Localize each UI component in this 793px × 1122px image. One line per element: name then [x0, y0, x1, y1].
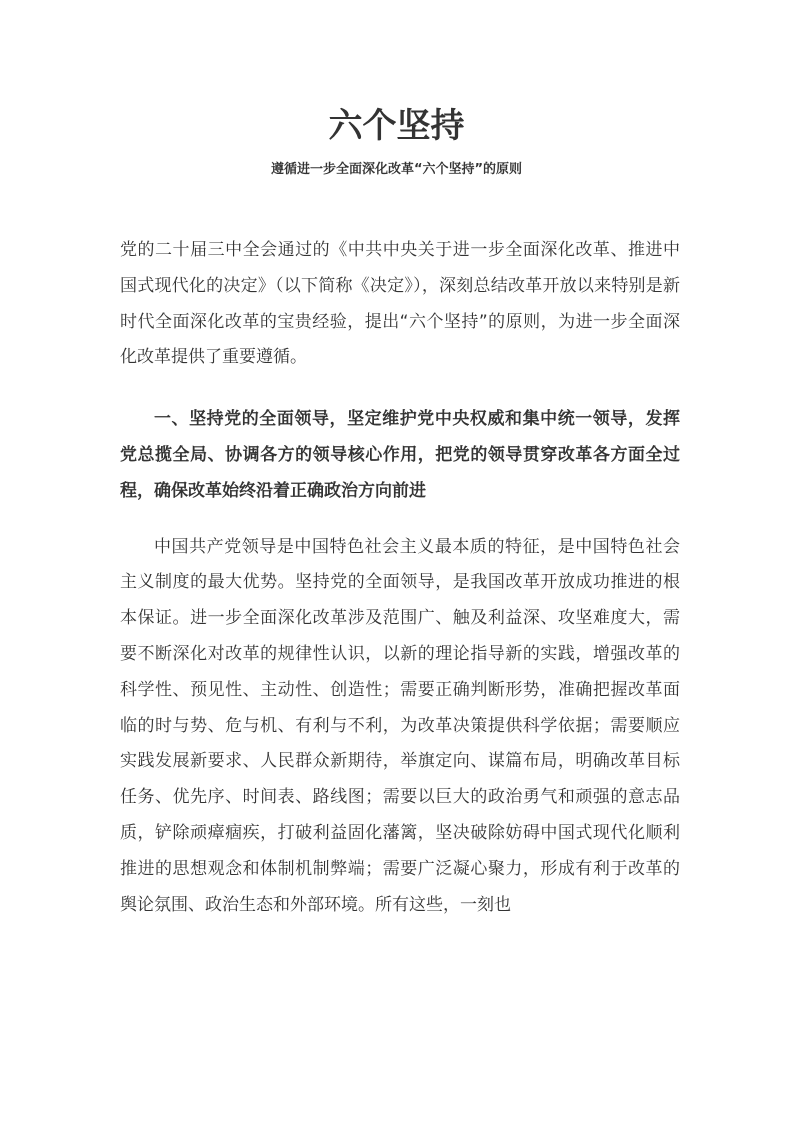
document-title: 六个坚持 [328, 106, 465, 146]
document-subtitle: 遵循进一步全面深化改革“六个坚持”的原则 [270, 162, 523, 177]
section-heading-1: 一、坚持党的全面领导，坚定维护党中央权威和集中统一领导，发挥党总揽全局、协调各方的领导核心作用，把党的领导贯穿改革各方面全过程，确保改革始终沿着正确政治方向前进 [120, 409, 680, 501]
body-paragraph-1: 中国共产党领导是中国特色社会主义最本质的特征，是中国特色社会主义制度的最大优势。坚持党的全面领导，是我国改革开放成功推进的根本保证。进一步全面深化改革涉及范围广、触及利益深、攻坚难度大，需要不断深化对改革的规律性认识，以新的理论指导新的实践，增强改革的科学性、预见性、主动性、创造性；需要正确判断形势，准确把握改革面临的时与势、危与机、有利与不利，为改革决策提供科学依据；需要顺应实践发展新要求、人民群众新期待，举旗定向、谋篇布局，明确改革目标任务、优先序、时间表、路线图；需要以巨大的政治勇气和顽强的意志品质，铲除顽瘴痼疾，打破利益固化藩篱，坚决破除妨碍中国式现代化顺利推进的思想观念和体制机制弊端；需要广泛凝心聚力，形成有利于改革的舆论氛围、政治生态和外部环境。所有这些，一刻也 [120, 536, 680, 915]
document-body [120, 233, 680, 923]
intro-paragraph: 党的二十届三中全会通过的《中共中央关于进一步全面深化改革、推进中国式现代化的决定》（以下简称《决定》），深刻总结改革开放以来特别是新时代全面深化改革的宝贵经验，提出“六个坚持”的原则，为进一步全面深化改革提供了重要遵循。 [120, 240, 680, 368]
